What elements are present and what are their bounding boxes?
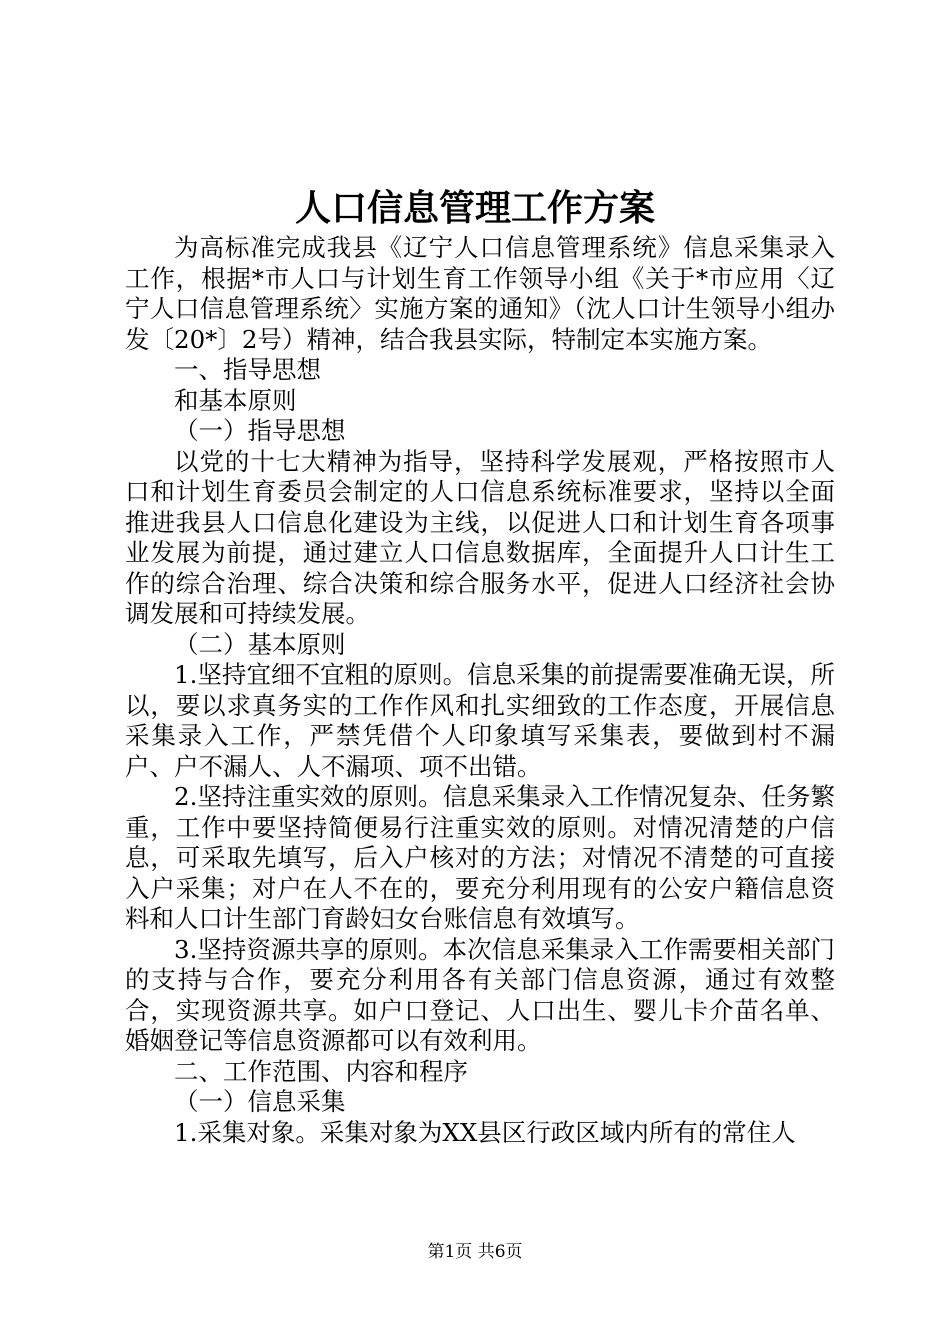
document-body — [125, 233, 835, 1148]
paragraph-principle-3: 3.坚持资源共享的原则。本次信息采集录入工作需要相关部门的支持与合作，要充分利用各有关部门信息资源，通过有效整合，实现资源共享。如户口登记、人口出生、婴儿卡介苗名单、婚姻登记等信息资源都可以有效利用。 — [125, 934, 835, 1055]
page-footer: 第1页 共6页 — [427, 1242, 523, 1262]
paragraph-collection-target: 1.采集对象。采集对象为XX县区行政区域内所有的常住人 — [174, 1117, 796, 1147]
subheading-basic-principles: （二）基本原则 — [174, 629, 346, 659]
paragraph-guiding-ideology: 以党的十七大精神为指导，坚持科学发展观，严格按照市人口和计划生育委员会制定的人口信息系统标准要求，坚持以全面推进我县人口信息化建设为主线，以促进人口和计划生育各项事业发展为前提，通过建立人口信息数据库，全面提升人口计生工作的综合治理、综合决策和综合服务水平，促进人口经济社会协调发展和可持续发展。 — [125, 446, 835, 628]
heading-basic-principles: 和基本原则 — [174, 385, 297, 415]
heading-scope: 二、工作范围、内容和程序 — [174, 1056, 468, 1086]
paragraph-intro: 为高标准完成我县《辽宁人口信息管理系统》信息采集录入工作，根据*市人口与计划生育工作领导小组《关于*市应用〈辽宁人口信息管理系统〉实施方案的通知》（沈人口计生领导小组办发〔20*〕2号）精神，结合我县实际，特制定本实施方案。 — [125, 233, 835, 354]
subheading-guiding-ideology: （一）指导思想 — [174, 416, 346, 445]
subheading-info-collection: （一）信息采集 — [174, 1087, 346, 1116]
document-title: 人口信息管理工作方案 — [294, 187, 655, 229]
paragraph-principle-1: 1.坚持宜细不宜粗的原则。信息采集的前提需要准确无误，所以，要以求真务实的工作作风和扎实细致的工作态度，开展信息采集录入工作，严禁凭借个人印象填写采集表，要做到村不漏户、户不漏人、人不漏项、项不出错。 — [125, 660, 835, 781]
paragraph-principle-2: 2.坚持注重实效的原则。信息采集录入工作情况复杂、任务繁重，工作中要坚持简便易行注重实效的原则。对情况清楚的户信息，可采取先填写，后入户核对的方法；对情况不清楚的可直接入户采集；对户在人不在的，要充分利用现有的公安户籍信息资料和人口计生部门育龄妇女台账信息有效填写。 — [125, 782, 835, 933]
heading-guiding-ideology: 一、指导思想 — [174, 355, 321, 384]
